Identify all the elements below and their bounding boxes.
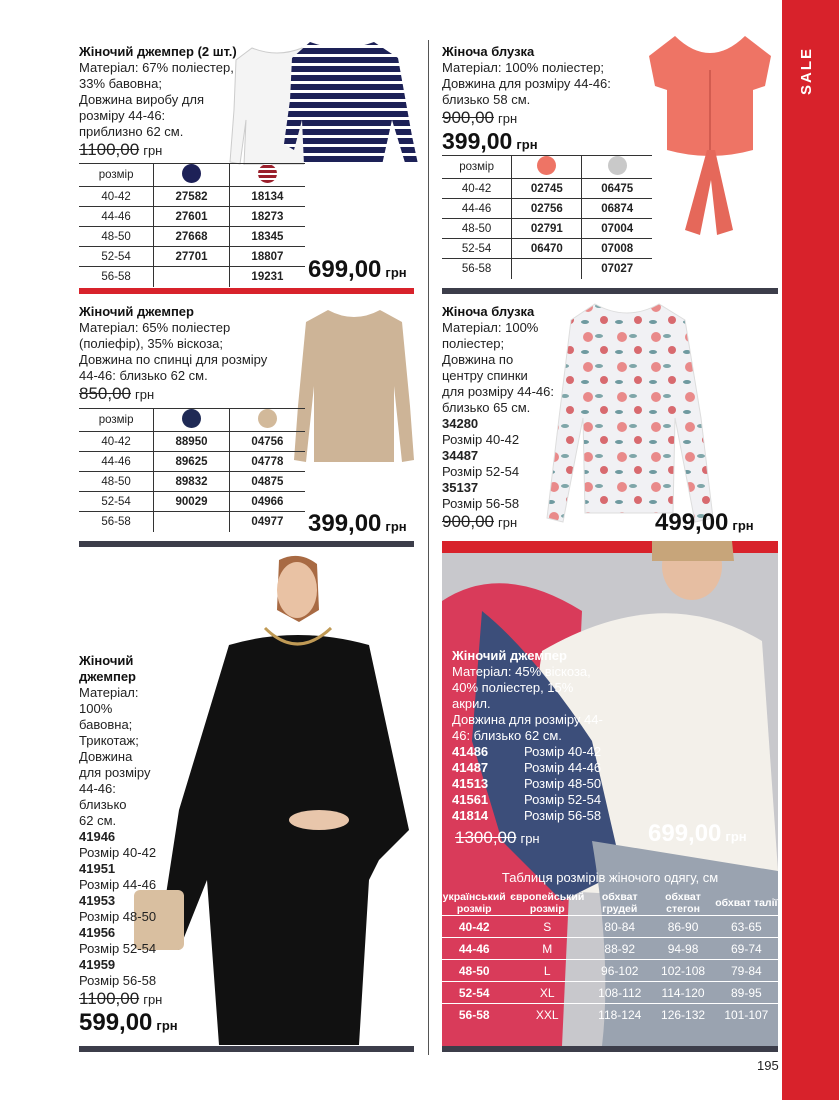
table-row: 40-42 S 80-84 86-90 63-65 <box>442 916 778 938</box>
page-number: 195 <box>757 1058 779 1073</box>
product-3-size-table: розмір 40-42 88950 04756 44-46 89625 04778 48-50 89832 04875 52-54 90029 04966 56-58 04977 <box>79 408 305 532</box>
separator <box>79 541 414 547</box>
table-row: 56-58 04977 <box>79 512 305 532</box>
product-6-old-price-box: 1300,00 грн <box>455 828 540 847</box>
product-6-title: Жіночий джемпер <box>452 648 567 663</box>
color-swatch-navy[interactable] <box>182 409 201 428</box>
table-row: 56-58 19231 <box>79 267 305 287</box>
product-5-price: 599,00 грн <box>79 1009 178 1036</box>
sale-label: SALE <box>798 46 815 95</box>
color-swatch-navy[interactable] <box>182 164 201 183</box>
product-2-price: 399,00 грн <box>442 128 538 154</box>
product-1-old-currency: грн <box>143 143 163 158</box>
separator <box>442 1046 778 1052</box>
color-swatch-grey[interactable] <box>608 156 627 175</box>
product-6-codes: 41486 Розмір 40-42 41487 Розмір 44-46 41513 Розмір 48-50 41561 Розмір 52-54 41814 Розмір 56-58 <box>452 744 602 823</box>
product-2-desc: Матеріал: 100% поліестер; Довжина для розміру 44-46: близько 58 см. <box>442 60 611 107</box>
product-4-desc: Матеріал: 100% поліестер; Довжина по центру спинки для розміру 44-46: близько 65 см. <box>442 320 554 415</box>
product-4-image <box>545 298 715 528</box>
product-3-desc: Матеріал: 65% поліестер (поліефір), 35% віскоза; Довжина по спинці для розміру 44-46: близько 62 см. <box>79 320 268 383</box>
product-5-title: Жіночий <box>79 653 134 668</box>
product-5-desc: Матеріал: 100% бавовна; Трикотаж; Довжина для розміру 44-46: близько 62 см. <box>79 685 151 828</box>
product-6-info <box>452 648 632 824</box>
table-row: 56-58 07027 <box>442 259 652 279</box>
table-row: 40-42 88950 04756 <box>79 432 305 452</box>
separator <box>79 288 414 294</box>
product-2-old-price: 900,00 <box>442 108 494 127</box>
product-6-price: 699,00 грн <box>648 820 747 847</box>
product-2-title: Жіноча блузка <box>442 44 535 59</box>
product-2-image <box>645 30 775 240</box>
table-row: 56-58 XXL 118-124 126-132 101-107 <box>442 1004 778 1026</box>
sale-sidebar <box>782 0 839 1100</box>
product-3-info: Жіночий джемпер Матеріал: 65% поліестер (поліефір), 35% віскоза; Довжина по спинці для розміру 44-46: близько 62 см. 850,00 грн <box>79 304 304 404</box>
table-row: 52-54 90029 04966 <box>79 492 305 512</box>
product-5-codes: 41946 Розмір 40-42 41951 Розмір 44-46 41953 Розмір 48-50 41956 Розмір 52-54 41959 Розмір 56-58 <box>79 829 157 988</box>
product-6-desc: Матеріал: 45% віскоза, 40% поліестер, 15% акрил. Довжина для розміру 44- 46: близько 62 см. <box>452 664 603 743</box>
product-5-info: Жіночий джемпер Матеріал: 100% бавовна; Трикотаж; Довжина для розміру 44-46: близько 62 см. 41946 Розмір 40-42 41951 Розмір 44-46 41953 Розмір 48-50 41956 Розмір 52-54 41959 Розмір 56-58 1100,00 грн 599,00 грн <box>79 653 199 1037</box>
product-5-old-price: 1100,00 <box>79 989 140 1008</box>
table-row: 40-42 27582 18134 <box>79 187 305 207</box>
product-1-price: 699,00 грн <box>308 256 407 283</box>
product-4-old-price: 900,00 <box>442 512 494 531</box>
product-2-info: Жіноча блузка Матеріал: 100% поліестер; Довжина для розміру 44-46: близько 58 см. 900,00 грн 399,00 грн <box>442 44 647 155</box>
separator <box>79 1046 414 1052</box>
table-row: 44-46 89625 04778 <box>79 452 305 472</box>
product-2-size-table: розмір 40-42 02745 06475 44-46 02756 06874 48-50 02791 07004 52-54 06470 07008 56-58 07027 <box>442 155 652 279</box>
table-row: 40-42 02745 06475 <box>442 179 652 199</box>
table-row: 48-50 27668 18345 <box>79 227 305 247</box>
table-row: 44-46 27601 18273 <box>79 207 305 227</box>
table-row: 52-54 XL 108-112 114-120 89-95 <box>442 982 778 1004</box>
table-row: 52-54 06470 07008 <box>442 239 652 259</box>
color-swatch-beige[interactable] <box>258 409 277 428</box>
product-4-codes: 34280 Розмір 40-42 34487 Розмір 52-54 35137 Розмір 56-58 <box>442 416 520 511</box>
product-4-title: Жіноча блузка <box>442 304 535 319</box>
product-1-desc: Матеріал: 67% поліестер, 33% бавовна; Довжина виробу для розміру 44-46: приблизно 62 см. <box>79 60 234 139</box>
product-4-info: Жіноча блузка Матеріал: 100% поліестер; Довжина по центру спинки для розміру 44-46: близько 65 см. 34280 Розмір 40-42 34487 Розмір 52-54 35137 Розмір 56-58 900,00 грн <box>442 304 592 532</box>
column-divider <box>428 40 429 1055</box>
size-chart-table: український розмір європейський розмір обхват грудей обхват стегон обхват талії 40-42 S 80-84 86-90 63-65 44-46 M 88-92 94-98 69-74 48-50 L 96-102 102-108 79-84 52-54 XL 108-112 114-120 89-95 56-58 XXL 118-124 126-132 101-107 <box>442 891 778 1026</box>
color-swatch-burgundy-stripe[interactable] <box>258 164 277 183</box>
table-row: 48-50 89832 04875 <box>79 472 305 492</box>
color-swatch-coral[interactable] <box>537 156 556 175</box>
table-row: 48-50 L 96-102 102-108 79-84 <box>442 960 778 982</box>
product-3-title: Жіночий джемпер <box>79 304 194 319</box>
product-1-old-price: 1100,00 <box>79 140 140 159</box>
product-1-image <box>222 40 422 165</box>
size-chart-title: Таблиця розмірів жіночого одягу, см <box>501 870 719 885</box>
product-6-old-price: 1300,00 <box>455 828 517 847</box>
size-chart <box>442 870 778 1026</box>
product-1-title: Жіночий джемпер (2 шт.) <box>79 44 237 59</box>
product-3-image <box>290 306 418 466</box>
product-3-price: 399,00 грн <box>308 510 407 537</box>
separator <box>442 288 778 294</box>
table-row: 44-46 02756 06874 <box>442 199 652 219</box>
product-1-size-table: розмір 40-42 27582 18134 44-46 27601 18273 48-50 27668 18345 52-54 27701 18807 56-58 19231 <box>79 163 305 287</box>
table-row: 52-54 27701 18807 <box>79 247 305 267</box>
product-4-price: 499,00 грн <box>655 509 754 536</box>
product-3-old-price: 850,00 <box>79 384 131 403</box>
table-row: 48-50 02791 07004 <box>442 219 652 239</box>
table-row: 44-46 M 88-92 94-98 69-74 <box>442 938 778 960</box>
